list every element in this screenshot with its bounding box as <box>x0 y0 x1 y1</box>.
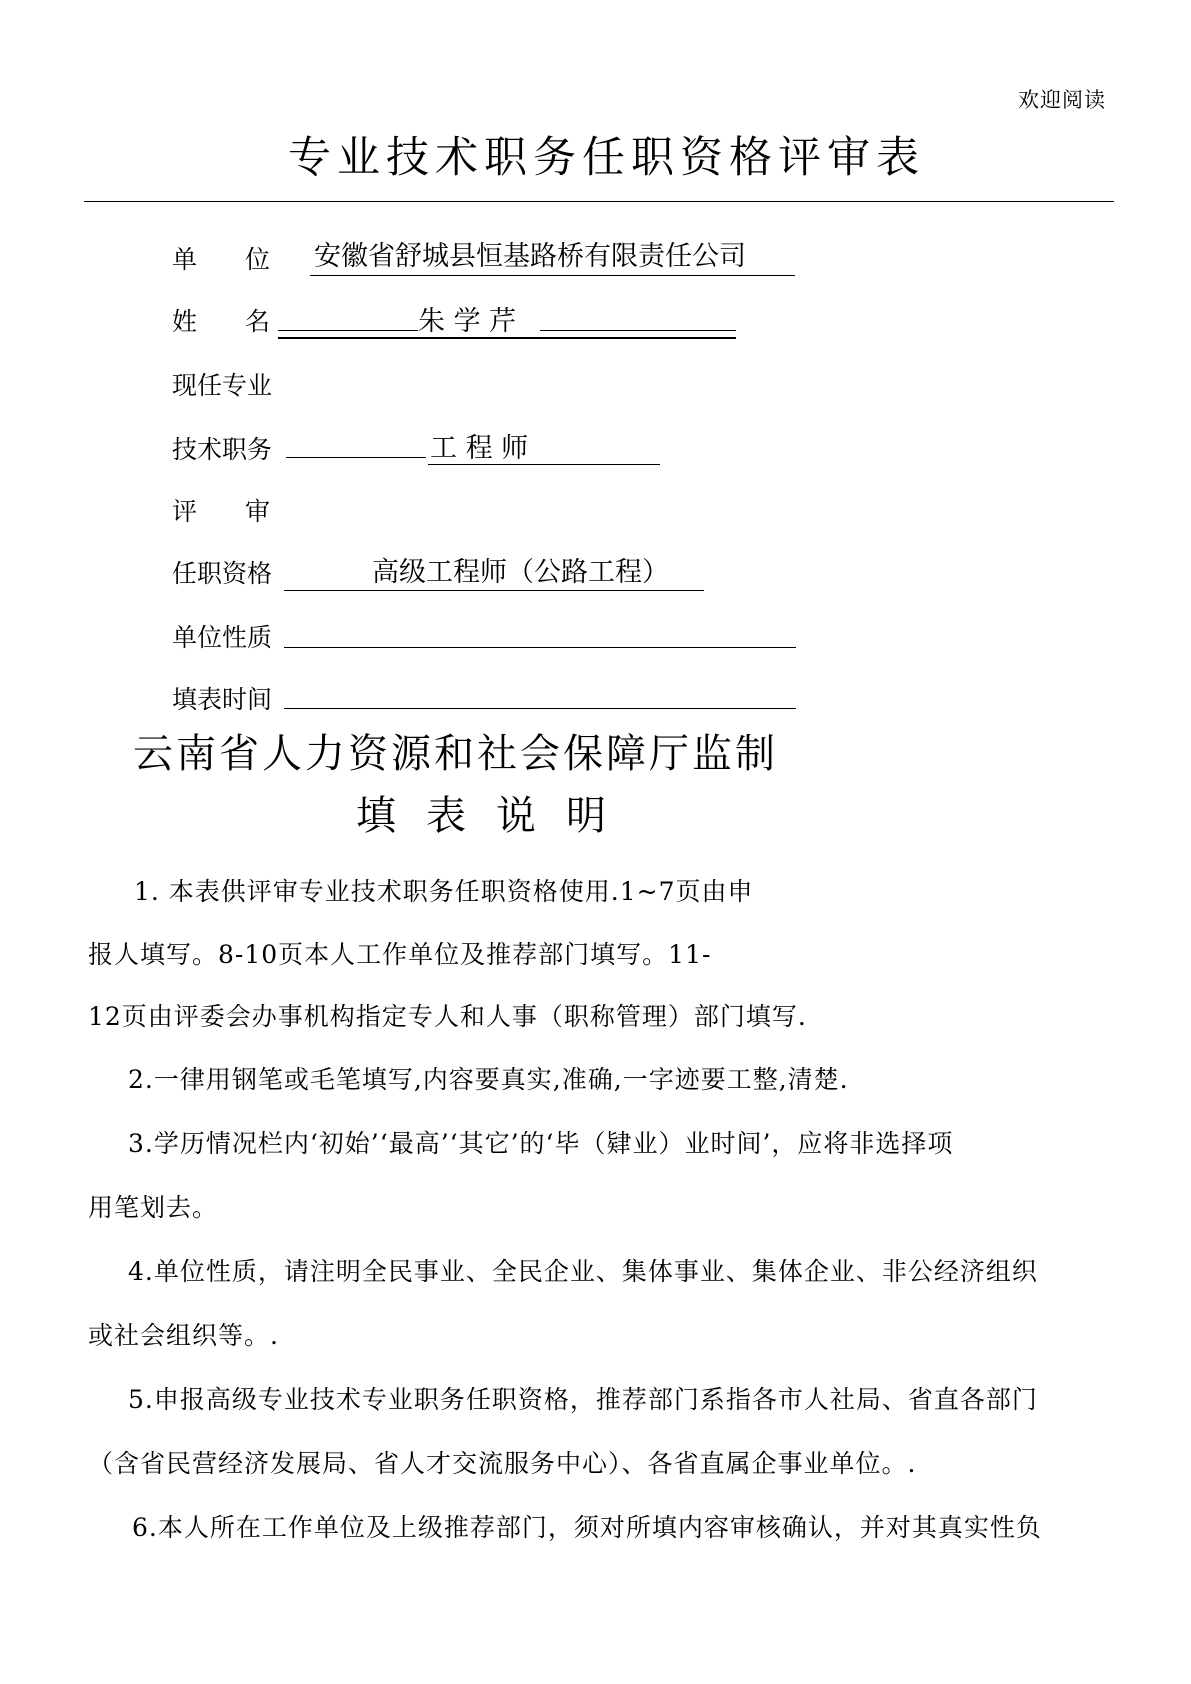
instruction-line: 4.单位性质，请注明全民事业、全民企业、集体事业、集体企业、非公经济组织 <box>128 1257 1038 1286</box>
instruction-line: 或社会组织等。. <box>88 1321 279 1350</box>
title-divider <box>84 201 1114 202</box>
instruction-line: 3.学历情况栏内‘初始’‘最高’‘其它’的‘毕（肄业）业时间’，应将非选择项 <box>128 1129 954 1158</box>
instruction-line: （含省民营经济发展局、省人才交流服务中心）、各省直属企事业单位。. <box>88 1449 917 1478</box>
unit-nature-underline <box>284 647 796 648</box>
instructions-title: 填表说明 <box>356 793 636 839</box>
fill-date-label: 填表时间 <box>172 685 273 714</box>
fill-date-underline <box>284 708 796 709</box>
job-title-value: 工 程 师 <box>430 433 529 464</box>
name-underline-left <box>278 330 418 331</box>
name-label: 姓名 <box>172 307 319 336</box>
unit-label: 单位 <box>172 245 319 274</box>
instruction-line: 用笔划去。 <box>88 1193 219 1222</box>
instruction-line: 6.本人所在工作单位及上级推荐部门，须对所填内容审核确认，并对其真实性负 <box>132 1513 1042 1542</box>
unit-nature-label: 单位性质 <box>172 623 273 652</box>
unit-underline <box>310 275 795 276</box>
instruction-line: 报人填写。8-10页本人工作单位及推荐部门填写。11- <box>88 940 712 969</box>
page-title: 专业技术职务任职资格评审表 <box>288 133 925 183</box>
specialty-label: 现任专业 <box>172 371 273 400</box>
qualification-label: 任职资格 <box>172 559 273 588</box>
job-title-label: 技术职务 <box>172 435 273 464</box>
job-title-underline <box>428 464 660 465</box>
supervisor-line: 云南省人力资源和社会保障厅监制 <box>133 731 778 777</box>
instruction-line: 5.申报高级专业技术专业职务任职资格，推荐部门系指各市人社局、省直各部门 <box>128 1385 1038 1414</box>
name-underline-right <box>540 330 736 331</box>
corner-note: 欢迎阅读 <box>1018 88 1106 112</box>
name-underline-bold <box>278 337 736 339</box>
review-label: 评审 <box>172 497 319 526</box>
instruction-line: 12页由评委会办事机构指定专人和人事（职称管理）部门填写. <box>88 1002 807 1031</box>
unit-value: 安徽省舒城县恒基路桥有限责任公司 <box>314 241 746 272</box>
name-value: 朱 学 芹 <box>418 306 517 337</box>
instruction-line: 2.一律用钢笔或毛笔填写,内容要真实,准确,一字迹要工整,清楚. <box>128 1065 849 1094</box>
instruction-line: 1. 本表供评审专业技术职务任职资格使用.1~7页由申 <box>134 877 754 906</box>
qualification-value: 高级工程师（公路工程） <box>372 557 669 588</box>
qualification-underline <box>284 590 704 591</box>
job-title-underline-left <box>286 457 426 458</box>
